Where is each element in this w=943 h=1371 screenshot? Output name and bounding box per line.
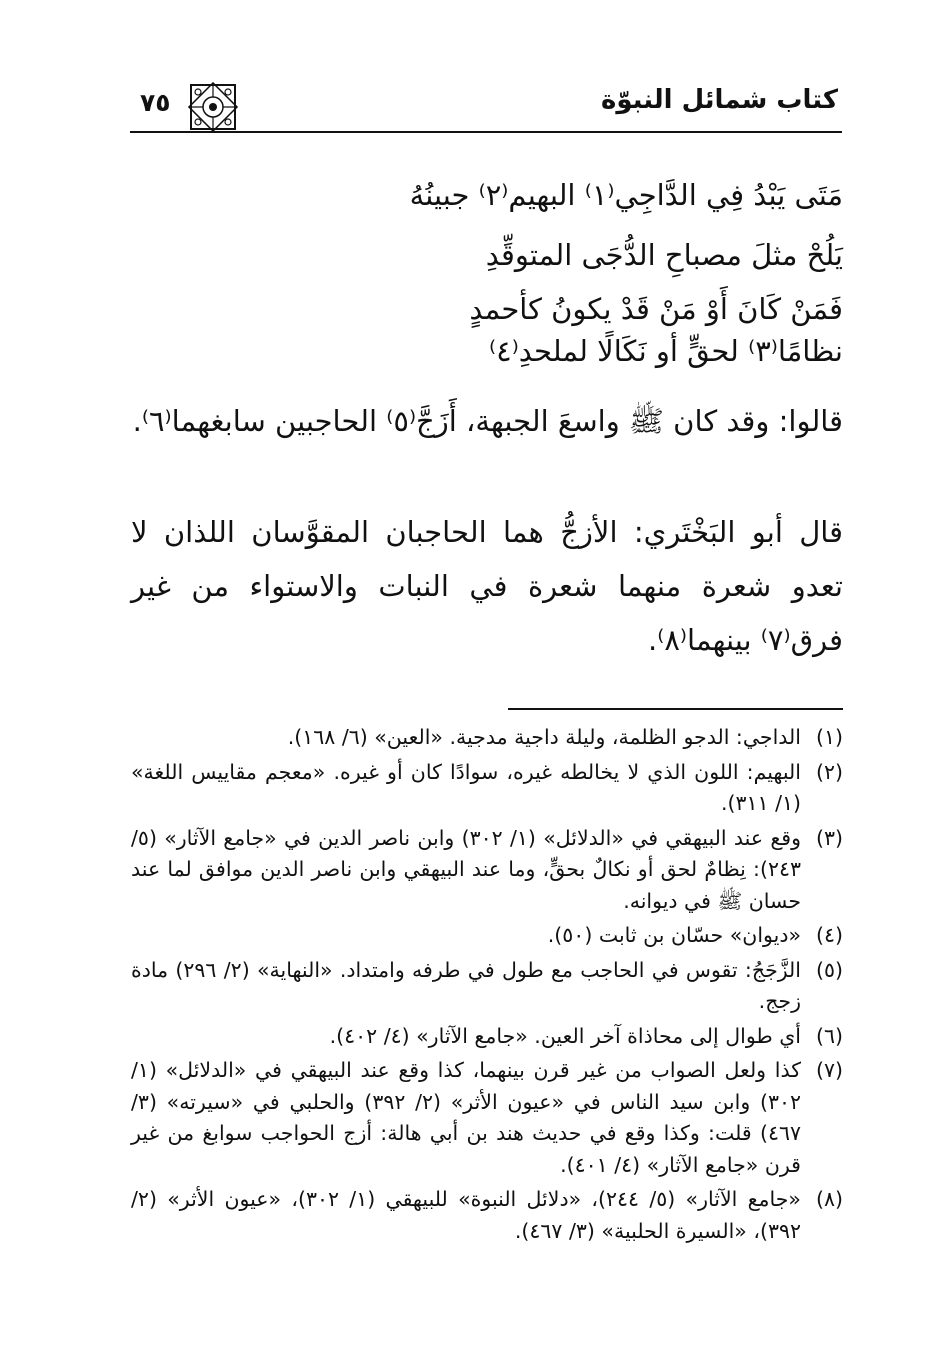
footnote-text: وقع عند البيهقي في «الدلائل» (١/ ٣٠٢) وابن ناصر الدين في «جامع الآثار» (٥/ ٢٤٣): نِظامٌ لحق أو نكالٌ بحقٍّ، وما عند البيهقي وابن ناصر الدين موافق لما عند حسان ﷺ في ديوانه. xyxy=(131,825,801,913)
footnote-number: (١) xyxy=(815,725,843,749)
verse-line: يَلُحْ مثلَ مصباحِ الدُّجَى المتوقِّدِ xyxy=(485,238,843,272)
footnote-item xyxy=(131,1184,843,1247)
footnote-item xyxy=(131,955,843,1018)
footnote-text: «ديوان» حسّان بن ثابت (٥٠). xyxy=(547,923,801,947)
footnote-text: الزَّجَجُ: تقوس في الحاجب مع طول في طرفه وامتداد. «النهاية» (٢/ ٢٩٦) مادة زجج. xyxy=(131,957,801,1013)
geometric-ornament-icon xyxy=(188,82,238,132)
footnote-number: (٢) xyxy=(815,759,843,784)
footnote-item xyxy=(131,757,843,820)
footnote-item xyxy=(131,1021,843,1053)
body-paragraph: قالوا: وقد كان ﷺ واسعَ الجبهة، أَزَجَّ⁽٥⁾ الحاجبين سابغهما⁽٦⁾. xyxy=(132,404,843,438)
footnote-text: «جامع الآثار» (٥/ ٢٤٤)، «دلائل النبوة» للبيهقي (١/ ٣٠٢)، «عيون الأثر» (٢/ ٣٩٢)، «السيرة الحلبية» (٣/ ٤٦٧). xyxy=(131,1187,801,1243)
verse-line: فَمَنْ كَانَ أَوْ مَنْ قَدْ يكونُ كأحمدٍ xyxy=(469,292,843,326)
footnote-number: (٥) xyxy=(815,957,843,982)
footnote-separator xyxy=(508,708,843,710)
footnote-number: (٣) xyxy=(815,825,843,850)
running-header-title: كتاب شمائل النبوّة xyxy=(600,85,838,115)
footnote-item xyxy=(131,1055,843,1181)
footnote-item xyxy=(131,920,843,952)
footnote-text: كذا ولعل الصواب من غير قرن بينهما، كذا وقع عند البيهقي في «الدلائل» (١/ ٣٠٢) وابن سيد الناس في «عيون الأثر» (٢/ ٣٩٢) والحلبي في «سيرته» (٣/ ٤٦٧) قلت: وكذا وقع في حديث هند بن أبي هالة: أزج الحواجب سوابغ من غير قرن «جامع الآثار» (٤/ ٤٠١). xyxy=(131,1058,801,1177)
page-number: ٧٥ xyxy=(140,88,171,117)
footnotes-list xyxy=(131,722,843,1250)
footnote-text: الداجي: الدجو الظلمة، وليلة داجية مدجية. «العين» (٦/ ١٦٨). xyxy=(287,725,801,749)
footnote-number: (٦) xyxy=(815,1023,843,1048)
footnote-item xyxy=(131,823,843,918)
verse-line: نظامًا⁽٣⁾ لحقٍّ أو نَكَالًا لملحدِ⁽٤⁾ xyxy=(488,334,843,368)
footnote-item xyxy=(131,722,843,754)
body-paragraph: قال أبو البَخْتَري: الأزجُّ هما الحاجبان المقوَّسان اللذان لا تعدو شعرة منهما شعرة في النبات والاستواء من غير فرق⁽٧⁾ بينهما⁽٨⁾. xyxy=(131,515,843,657)
footnote-number: (٨) xyxy=(815,1187,843,1211)
footnote-text: أي طوال إلى محاذاة آخر العين. «جامع الآثار» (٤/ ٤٠٢). xyxy=(329,1023,801,1048)
footnote-number: (٤) xyxy=(815,923,843,947)
header-rule xyxy=(130,131,842,133)
verse-line: مَتَى يَبْدُ فِي الدَّاجِي⁽١⁾ البهيم⁽٢⁾ جبينُهُ xyxy=(409,178,843,212)
footnote-number: (٧) xyxy=(815,1058,843,1082)
footnote-text: البهيم: اللون الذي لا يخالطه غيره، سوادًا كان أو غيره. «معجم مقاييس اللغة» (١/ ٣١١). xyxy=(131,759,801,815)
